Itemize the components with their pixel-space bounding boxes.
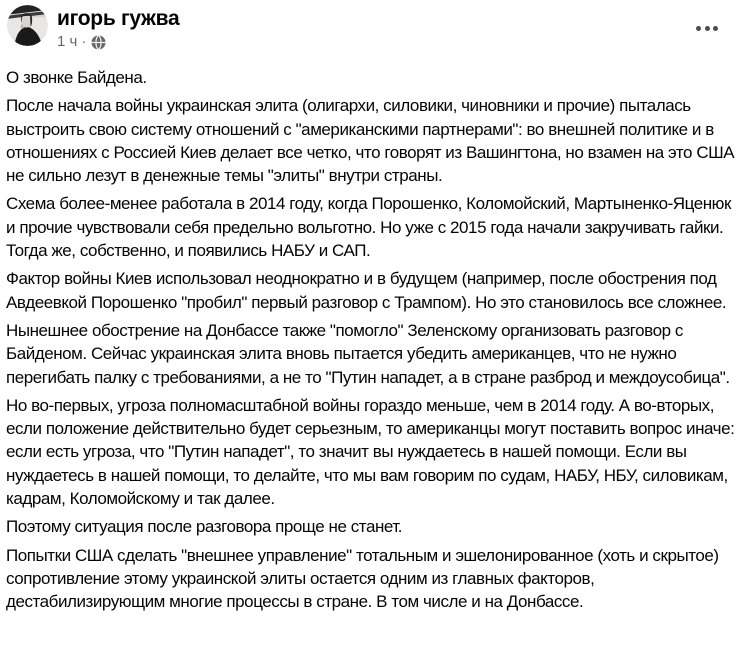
post-paragraph: Поэтому ситуация после разговора проще не станет. <box>6 517 403 537</box>
post-body <box>0 51 745 614</box>
post-paragraph: Фактор войны Киев использовал неоднократно и в будущем (например, после обострения под Авдеевкой Порошенко "пробил" первый разговор с Трампом). Но это становилось все сложнее. <box>6 269 727 312</box>
post-paragraph: После начала войны украинская элита (олигархи, силовики, чиновники и прочие) пыталась выстроить свою систему отношений с "американскими партнерами": во внешней политике и в отношениях с Россией Киев делает все четко, что говорят из Вашингтона, но взамен на это США не сильно лезут в денежные темы "элиты" внутри страны. <box>6 96 735 186</box>
ellipsis-dot <box>705 26 710 31</box>
author-name[interactable]: игорь гужва <box>57 7 180 30</box>
post-meta <box>57 33 179 51</box>
post-options-button[interactable] <box>690 20 724 37</box>
timestamp[interactable]: 1 ч <box>57 33 78 50</box>
public-globe-icon <box>91 35 106 50</box>
post-paragraph: Схема более-менее работала в 2014 году, когда Порошенко, Коломойский, Мартыненко-Яценюк и прочие чувствовали себя предельно вольготно. Но уже с 2015 года начали закручивать гайки. Тогда же, собственно, и появились НАБУ и САП. <box>6 194 731 261</box>
post-header-info <box>57 5 179 51</box>
profile-photo-icon <box>7 5 48 46</box>
post-paragraph: Нынешнее обострение на Донбассе также "помогло" Зеленскому организовать разговор с Байденом. Сейчас украинская элита вновь пытается убедить американцев, что не нужно перегибать палку с требованиями, а не то "Путин нападет, а в стране разброд и междоусобица". <box>6 320 730 387</box>
post-header <box>0 0 745 51</box>
ellipsis-dot <box>713 26 718 31</box>
post-paragraph: О звонке Байдена. <box>6 68 147 87</box>
post-paragraph: Попытки США сделать "внешнее управление" тотальным и эшелонированное (хоть и скрытое) сопротивление этому украинской элиты остается одним из главных факторов, дестабилизирующим многие процессы в стране. В том числе и на Донбассе. <box>6 545 719 612</box>
meta-separator: · <box>81 33 87 50</box>
post-paragraph: Но во-первых, угроза полномасштабной войны гораздо меньше, чем в 2014 году. А во-вторых, если положение действительно будет серьезным, то американцы могут поставить вопрос иначе: если есть угроза, что "Путин нападет", то значит вы нуждаетесь в нашей помощи. Если вы нуждаетесь в нашей помощи, то делайте, что мы вам говорим по судам, НАБУ, НБУ, силовикам, кадрам, Коломойскому и так далее. <box>6 395 735 509</box>
ellipsis-dot <box>696 26 701 31</box>
avatar[interactable] <box>7 5 48 46</box>
